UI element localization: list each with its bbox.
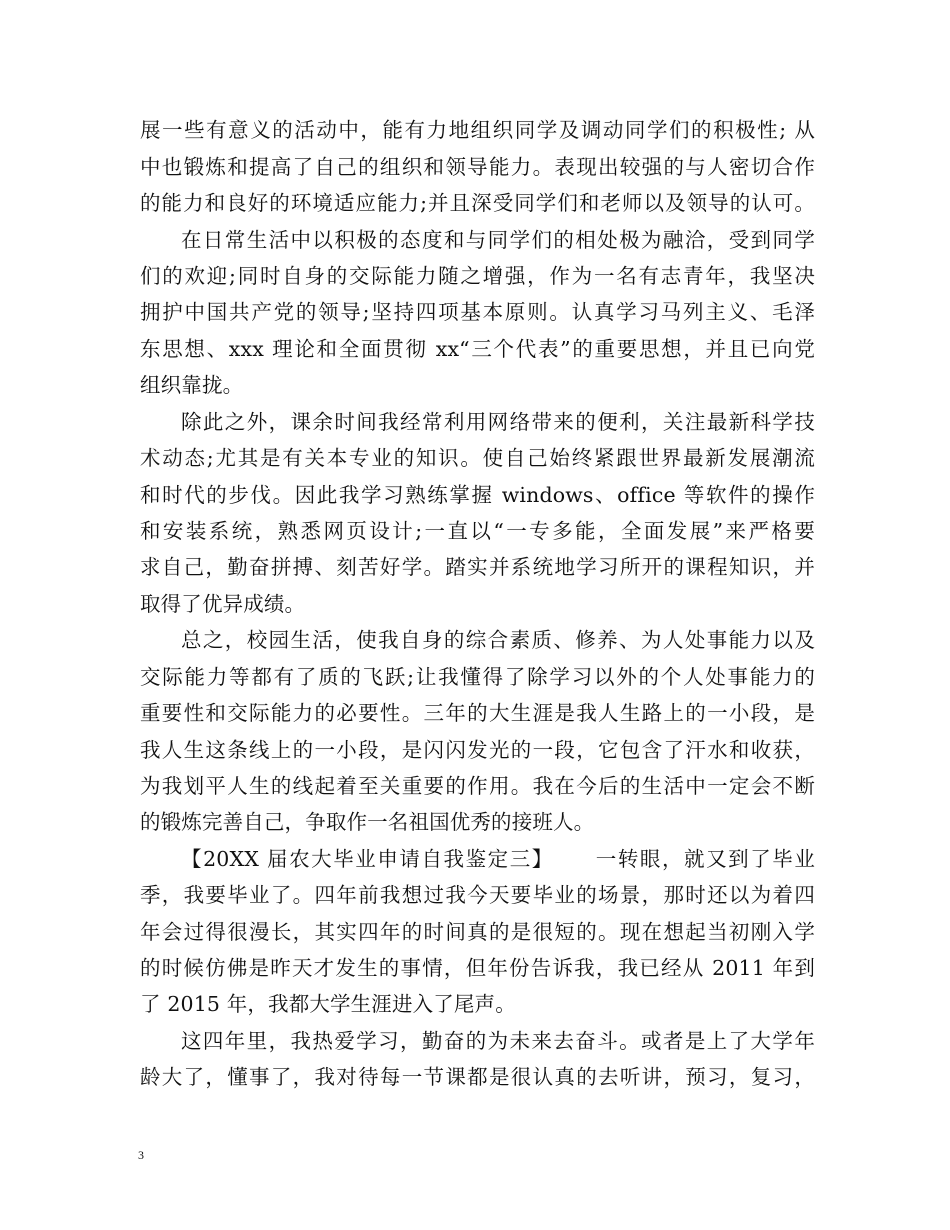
paragraph-end-line: 组织靠拢。 [140, 373, 244, 397]
paragraph-end-line: 了 2015 年，我都大学生涯进入了尾声。 [140, 992, 516, 1016]
text-line: 年会过得很漫长，其实四年的时间真的是很短的。现在想起当初刚入学 [140, 920, 815, 944]
text-line: 我人生这条线上的一小段，是闪闪发光的一段，它包含了汗水和收获， [140, 738, 815, 762]
text-line: 中也锻炼和提高了自己的组织和领导能力。表现出较强的与人密切合作 [140, 155, 815, 179]
page-number: 3 [138, 1148, 144, 1162]
paragraph-end-line: 的锻炼完善自己，争取作一名祖国优秀的接班人。 [140, 810, 595, 834]
text-line: 季，我要毕业了。四年前我想过我今天要毕业的场景，那时还以为着四 [140, 883, 815, 907]
text-line: 的能力和良好的环境适应能力;并且深受同学们和老师以及领导的认可。 [140, 191, 815, 215]
text-line: 龄大了，懂事了，我对待每一节课都是很认真的去听讲，预习，复习， [140, 1065, 815, 1089]
text-line: 和时代的步伐。因此我学习熟练掌握 windows、office 等软件的操作 [140, 483, 815, 507]
paragraph-start-line: 在日常生活中以积极的态度和与同学们的相处极为融洽，受到同学 [181, 228, 815, 252]
paragraph-end-line: 取得了优异成绩。 [140, 592, 306, 616]
text-line: 求自己，勤奋拼搏、刻苦好学。踏实并系统地学习所开的课程知识，并 [140, 555, 815, 579]
text-line: 们的欢迎;同时自身的交际能力随之增强，作为一名有志青年，我坚决 [140, 264, 815, 288]
paragraph-start-line: 这四年里，我热爱学习，勤奋的为未来去奋斗。或者是上了大学年 [181, 1029, 815, 1053]
text-line: 东思想、xxx 理论和全面贯彻 xx“三个代表”的重要思想，并且已向党 [140, 337, 815, 361]
section-heading-line: 【20XX 届农大毕业申请自我鉴定三】 一转眼，就又到了毕业 [181, 847, 815, 871]
text-line: 交际能力等都有了质的飞跃;让我懂得了除学习以外的个人处事能力的 [140, 665, 815, 689]
paragraph-start-line: 总之，校园生活，使我自身的综合素质、修养、为人处事能力以及 [181, 628, 815, 652]
text-line: 为我划平人生的线起着至关重要的作用。我在今后的生活中一定会不断 [140, 774, 815, 798]
paragraph-start-line: 除此之外，课余时间我经常利用网络带来的便利，关注最新科学技 [181, 410, 815, 434]
text-line: 和安装系统，熟悉网页设计;一直以“一专多能，全面发展”来严格要 [140, 519, 815, 543]
text-line: 展一些有意义的活动中，能有力地组织同学及调动同学们的积极性; 从 [140, 118, 815, 142]
text-line: 拥护中国共产党的领导;坚持四项基本原则。认真学习马列主义、毛泽 [140, 300, 815, 324]
text-line: 重要性和交际能力的必要性。三年的大生涯是我人生路上的一小段，是 [140, 701, 815, 725]
text-line: 术动态;尤其是有关本专业的知识。使自己始终紧跟世界最新发展潮流 [140, 446, 815, 470]
text-line: 的时候仿佛是昨天才发生的事情，但年份告诉我，我已经从 2011 年到 [140, 956, 815, 980]
